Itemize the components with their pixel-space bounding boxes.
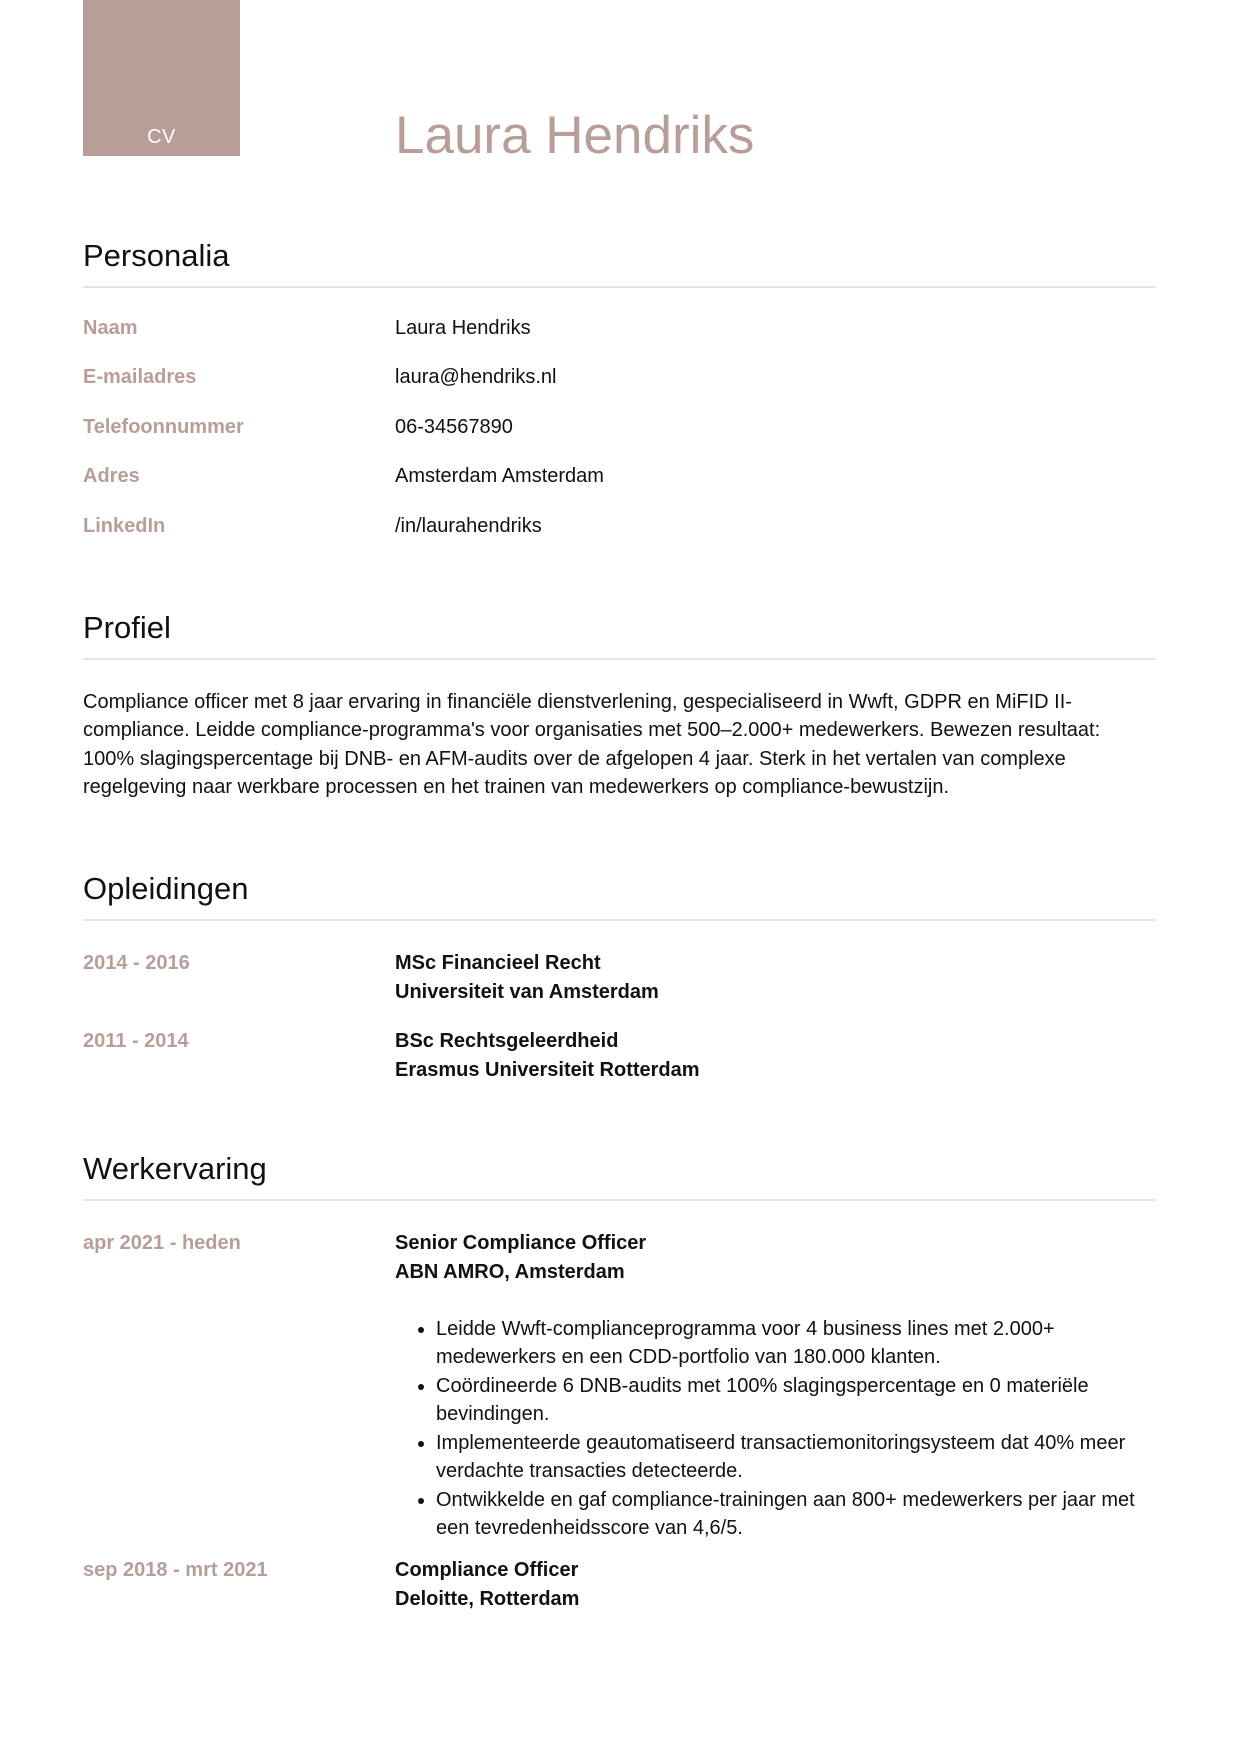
candidate-name-title: Laura Hendriks xyxy=(395,106,755,165)
experience-bullet: • Coördineerde 6 DNB-audits met 100% slagingspercentage en 0 materiële bevindingen. xyxy=(436,1372,1156,1429)
experience-title: Senior Compliance Officer xyxy=(395,1231,647,1254)
personalia-row-naam xyxy=(83,314,1156,343)
personalia-row-email xyxy=(83,363,1156,392)
experience-company: Deloitte, Rotterdam xyxy=(395,1587,580,1610)
education-degree: BSc Rechtsgeleerdheid xyxy=(395,1029,619,1052)
experience-details xyxy=(395,1556,1156,1614)
section-opleidingen xyxy=(83,871,1156,1085)
personalia-label: LinkedIn xyxy=(83,514,166,537)
education-details xyxy=(395,1027,1156,1085)
experience-details xyxy=(395,1229,1156,1543)
experience-bullet: • Leidde Wwft-complianceprogramma voor 4 business lines met 2.000+ medewerkers en een CDD-portfolio van 180.000 klanten. xyxy=(436,1315,1156,1372)
personalia-label: Telefoonnummer xyxy=(83,415,244,438)
section-heading-profiel: Profiel xyxy=(83,610,1156,660)
personalia-value: Laura Hendriks xyxy=(395,316,531,339)
section-heading-opleidingen: Opleidingen xyxy=(83,871,1156,921)
experience-entry xyxy=(83,1229,1156,1543)
personalia-label: Adres xyxy=(83,465,140,488)
experience-period: sep 2018 - mrt 2021 xyxy=(83,1558,268,1581)
personalia-value: /in/laurahendriks xyxy=(395,514,542,537)
education-list xyxy=(83,949,1156,1085)
cv-badge-label: CV xyxy=(147,126,176,148)
section-personalia xyxy=(83,238,1156,541)
experience-bullet: • Ontwikkelde en gaf compliance-trainingen aan 800+ medewerkers per jaar met een tevredenheidsscore van 4,6/5. xyxy=(436,1486,1156,1543)
personalia-value: 06-34567890 xyxy=(395,415,513,438)
education-period: 2011 - 2014 xyxy=(83,1029,189,1052)
education-degree: MSc Financieel Recht xyxy=(395,951,601,974)
education-entry xyxy=(83,1027,1156,1085)
personalia-label: E-mailadres xyxy=(83,366,197,389)
education-school: Erasmus Universiteit Rotterdam xyxy=(395,1058,700,1081)
personalia-value: laura@hendriks.nl xyxy=(395,366,557,389)
education-period: 2014 - 2016 xyxy=(83,951,190,974)
experience-entry xyxy=(83,1556,1156,1614)
personalia-list xyxy=(83,314,1156,541)
profile-summary: Compliance officer met 8 jaar ervaring in financiële dienstverlening, gespecialiseerd in Wwft, GDPR en MiFID II-compliance. Leidde compliance-programma's voor organisaties met 500–2.000+ medewerkers. Bewezen resultaat: 100% slagingspercentage bij DNB- en AFM-audits over de afgelopen 4 jaar. Sterk in het vertalen van complexe regelgeving naar werkbare processen en het trainen van medewerkers op compliance-bewustzijn. xyxy=(83,690,1101,799)
section-heading-personalia: Personalia xyxy=(83,238,1156,288)
personalia-label: Naam xyxy=(83,316,138,339)
experience-bullet: • Implementeerde geautomatiseerd transactiemonitoringsysteem dat 40% meer verdachte transacties detecteerde. xyxy=(436,1429,1156,1486)
section-heading-werkervaring: Werkervaring xyxy=(83,1151,1156,1201)
section-werkervaring xyxy=(83,1151,1156,1614)
experience-company: ABN AMRO, Amsterdam xyxy=(395,1260,625,1283)
personalia-row-adres xyxy=(83,462,1156,491)
education-school: Universiteit van Amsterdam xyxy=(395,980,659,1003)
education-entry xyxy=(83,949,1156,1007)
personalia-row-telefoon xyxy=(83,413,1156,442)
personalia-row-linkedin xyxy=(83,512,1156,541)
experience-bullets xyxy=(395,1315,1156,1543)
personalia-value: Amsterdam Amsterdam xyxy=(395,465,604,488)
section-profiel xyxy=(83,610,1156,802)
experience-period: apr 2021 - heden xyxy=(83,1231,241,1254)
cv-badge xyxy=(83,0,240,156)
experience-list xyxy=(83,1229,1156,1614)
experience-title: Compliance Officer xyxy=(395,1558,579,1581)
education-details xyxy=(395,949,1156,1007)
